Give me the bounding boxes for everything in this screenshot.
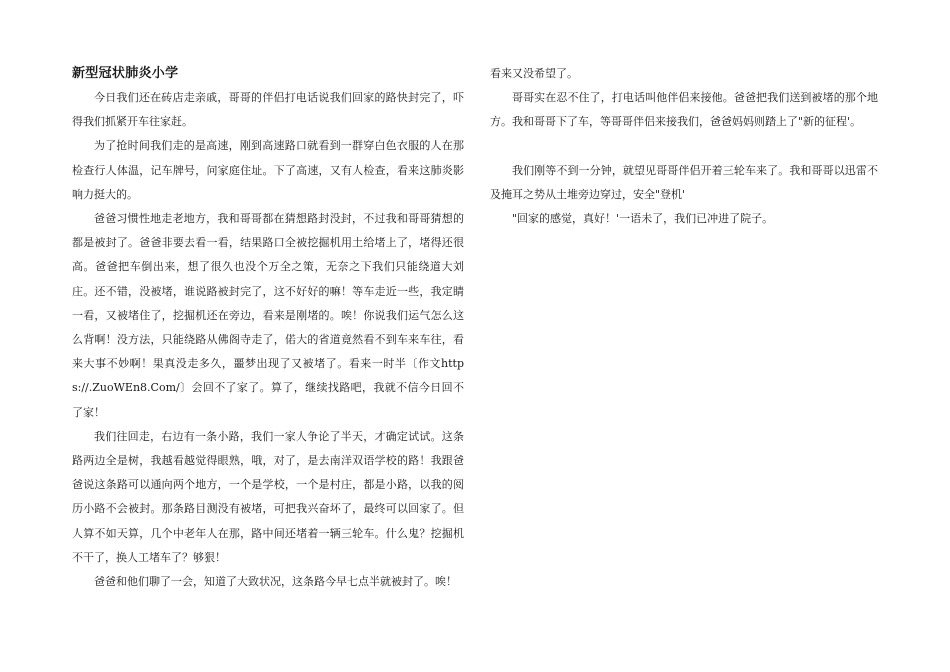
paragraph-1: 今日我们还在砖店走亲戚，哥哥的伴侣打电话说我们回家的路快封完了，吓得我们抓紧开车往家赶。: [72, 91, 464, 129]
left-column: [72, 62, 464, 594]
paragraph-5: 爸爸和他们聊了一会，知道了大致状况，这条路今早七点半就被封了。唉！: [94, 575, 457, 589]
paragraph-2: 为了抢时间我们走的是高速，刚到高速路口就看到一群穿白色衣服的人在那检查行人体温，记车牌号，问家庭住址。下了高速，又有人检查，看来这肺炎影响力挺大的。: [72, 139, 464, 201]
paragraph-7: 哥哥实在忍不住了，打电话叫他伴侣来接他。爸爸把我们送到被堵的那个地方。我和哥哥下了车，等哥哥伴侣来接我们，爸爸妈妈则踏上了"新的征程'。: [490, 91, 878, 129]
paragraph-4: 我们往回走，右边有一条小路，我们一家人争论了半天，才确定试试。这条路两边全是树，我越看越觉得眼熟，哦，对了，是去南洋双语学校的路！我跟爸爸说这条路可以通向两个地方，一个是学校，一个是村庄，都是小路，以我的阅历小路不会被封。那条路目测没有被堵，可把我兴奋坏了，最终可以回家了。但人算不如天算，几个中老年人在那，路中间还堵着一辆三轮车。什么鬼？挖掘机不干了，换人工堵车了？够狠！: [72, 429, 464, 564]
paragraph-spacer: [490, 135, 878, 159]
document-title: 新型冠状肺炎小学: [72, 66, 179, 81]
paragraph-9: "回家的感觉，真好！'一语未了，我们已冲进了院子。: [512, 212, 774, 226]
paragraph-8: 我们刚等不到一分钟，就望见哥哥伴侣开着三轮车来了。我和哥哥以迅雷不及掩耳之势从土堆旁边穿过，安全"登机': [490, 163, 878, 201]
right-column: [490, 62, 878, 231]
paragraph-6: 看来又没希望了。: [490, 67, 578, 80]
paragraph-3: 爸爸习惯性地走老地方，我和哥哥都在猜想路封没封，不过我和哥哥猜想的都是被封了。爸爸非要去看一看，结果路口全被挖掘机用土给堵上了，堵得还很高。爸爸把车倒出来，想了很久也没个万全之策，无奈之下我们只能绕道大刘庄。还不错，没被堵，谁说路被封完了，这不好好的嘛！等车走近一些，我定睛一看，又被堵住了，挖掘机还在旁边，看来是刚堵的。唉！你说我们运气怎么这么背啊！没方法，只能绕路从佛阁寺走了，偌大的省道竟然看不到车来车往，看来大事不妙啊！果真没走多久，噩梦出现了又被堵了。看来一时半〔作文https://.ZuoWEn8.Com/〕会回不了家了。算了，继续找路吧，我就不信今日回不了家！: [72, 212, 464, 419]
